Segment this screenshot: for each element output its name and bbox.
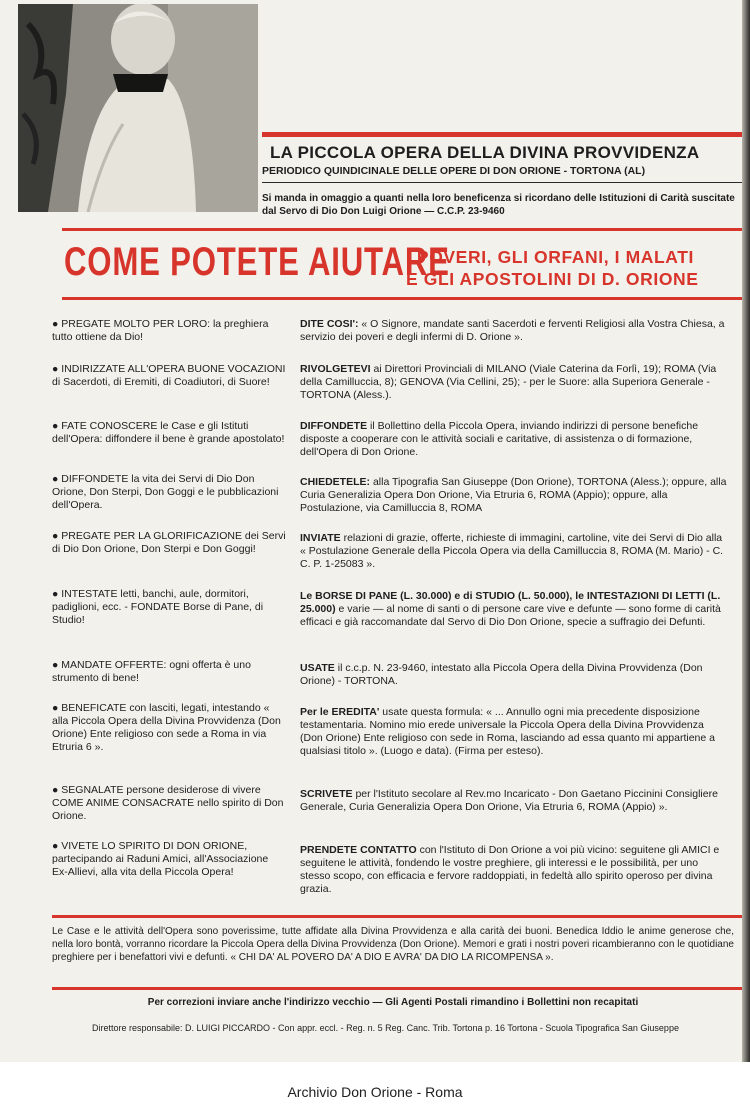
left-item: ● INDIRIZZATE ALL'OPERA BUONE VOCAZIONI di Sacerdoti, di Eremiti, di Coadiutori, di Suore! (52, 363, 286, 388)
subheadline-line-2: E GLI APOSTOLINI DI D. ORIONE (406, 269, 699, 289)
left-item: ● FATE CONOSCERE le Case e gli Istituti dell'Opera: diffondere il bene è grande apostolato! (52, 420, 285, 445)
left-item: ● MANDATE OFFERTE: ogni offerta è uno strumento di bene! (52, 659, 251, 684)
director-credit: Direttore responsabile: D. LUIGI PICCARDO - Con appr. eccl. - Reg. n. 5 Reg. Canc. Trib. Tortona p. 16 Tortona - Scuola Tipografica San Giuseppe (92, 1023, 679, 1033)
publication-subtitle: PERIODICO QUINDICINALE DELLE OPERE DI DON ORIONE - TORTONA (AL) (262, 165, 646, 177)
right-item: INVIATE relazioni di grazie, offerte, richieste di immagini, cartoline, vite dei Servi di Dio alla « Postulazione Generale della Piccola Opera via della Camilluccia 8, ROMA (M. Mario) - C. C. P. 1-25083 ». (300, 532, 724, 570)
footer-paragraph: Le Case e le attività dell'Opera sono poverissime, tutte affidate alla Divina Provvidenza e alla carità dei buoni. Benedica Iddio le anime generose che, nella loro bontà, vorranno ricordare la Piccola Opera della Divina Provvidenza (Don Orione). Memori e grati i nostri poveri ricambieranno con le quotidiane preghiere per i benefattori vivi e defunti. « CHI DA' AL POVERO DA' A DIO E AVRA' DA DIO LA RICOMPENSA ». (52, 926, 734, 963)
left-item: ● PREGATE MOLTO PER LORO: la preghiera tutto ottiene da Dio! (52, 318, 269, 343)
right-item: Le BORSE DI PANE (L. 30.000) e di STUDIO (L. 50.000), le INTESTAZIONI DI LETTI (L. 25.000) e varie — al nome di santi o di persone care vive e defunte — sono forme di carità efficaci e già raccomandate dal Servo di Dio Don Orione, specie a suffragio dei Defunti. (300, 590, 721, 628)
header-mid-rule (262, 182, 742, 183)
subheadline-line-1: I POVERI, GLI ORFANI, I MALATI (406, 247, 694, 267)
headline-top-rule (62, 228, 742, 231)
left-item: ● SEGNALATE persone desiderose di vivere COME ANIME CONSACRATE nello spirito di Don Orione. (52, 784, 284, 822)
page-edge-shadow (742, 0, 750, 1062)
left-item: ● VIVETE LO SPIRITO DI DON ORIONE, partecipando ai Raduni Amici, all'Associazione Ex-Allievi, alla vita della Piccola Opera! (52, 840, 269, 878)
archive-caption: Archivio Don Orione - Roma (287, 1084, 463, 1100)
publication-note: Si manda in omaggio a quanti nella loro beneficenza si ricordano delle Istituzioni di Carità suscitate dal Servo di Dio Don Luigi Orione — C.C.P. 23-9460 (262, 193, 735, 217)
bullet-icon: ● (52, 659, 62, 671)
header-top-rule (262, 132, 742, 137)
headline-bottom-rule (62, 297, 742, 300)
right-item: CHIEDETELE: alla Tipografia San Giuseppe (Don Orione), TORTONA (Aless.); oppure, alla Curia Generalizia Opera Don Orione, Via Etruria 6, ROMA (Appio); oppure, alla Postulazione, via Camilluccia 8, ROMA (300, 476, 727, 514)
left-item: ● PREGATE PER LA GLORIFICAZIONE dei Servi di Dio Don Orione, Don Sterpi e Don Goggi! (52, 530, 286, 555)
headline: COME POTETE AIUTARE (64, 240, 450, 284)
bullet-icon: ● (52, 363, 62, 375)
photo-illustration (18, 4, 258, 212)
bullet-icon: ● (52, 318, 62, 330)
left-item: ● BENEFICATE con lasciti, legati, intestando « alla Piccola Opera della Divina Provvidenza (Don Orione) Ente religioso con sede a Roma in via Etruria 6 ». (52, 702, 281, 753)
footer-top-rule (52, 915, 742, 918)
subheadline (406, 246, 742, 290)
right-item: PRENDETE CONTATTO con l'Istituto di Don Orione a voi più vicino: seguitene gli AMICI e seguitene le attività, fondendo le vostre preghiere, gli interessi e le possibilità, per uno stesso scopo, con efficacia e fervore raddoppiati, in fedeltà allo spirito operoso per divina grazia. (300, 844, 720, 895)
bullet-icon: ● (52, 784, 62, 796)
bullet-icon: ● (52, 840, 62, 852)
footer-mid-rule (52, 987, 742, 990)
right-item: RIVOLGETEVI ai Direttori Provinciali di MILANO (Viale Caterina da Forlì, 19); ROMA (Via della Camilluccia, 8); GENOVA (Via Cellini, 25); - per le Suore: alla Superiora Generale - TORTONA (Aless.). (300, 363, 717, 401)
bullet-icon: ● (52, 702, 62, 714)
priest-photo (18, 4, 258, 212)
right-item: DITE COSI': « O Signore, mandate santi Sacerdoti e ferventi Religiosi alla Vostra Chiesa, a servizio dei poveri e degli infermi di D. Orione ». (300, 318, 725, 343)
right-item: SCRIVETE per l'Istituto secolare al Rev.mo Incaricato - Don Gaetano Piccinini Consigliere Generale, Curia Generalizia Opera Don Orione, Via Etruria 6, ROMA (Appio) ». (300, 788, 718, 813)
bullet-icon: ● (52, 473, 62, 485)
right-item: USATE il c.c.p. N. 23-9460, intestato alla Piccola Opera della Divina Provvidenza (Don Orione) - TORTONA. (300, 662, 703, 687)
publication-title: LA PICCOLA OPERA DELLA DIVINA PROVVIDENZA (270, 143, 700, 162)
left-item: ● INTESTATE letti, banchi, aule, dormitori, padiglioni, ecc. - FONDATE Borse di Pane, di Studio! (52, 588, 264, 626)
bullet-icon: ● (52, 420, 62, 432)
right-item: DIFFONDETE il Bollettino della Piccola Opera, inviando indirizzi di persone benefiche disposte a cooperare con le attività sociali e caritative, di assistenza o di formazione, dell'Opera di Don Orione. (300, 420, 699, 458)
footer-postal-note: Per correzioni inviare anche l'indirizzo vecchio — Gli Agenti Postali rimandino i Bollettini non recapitati (147, 997, 639, 1008)
bullet-icon: ● (52, 588, 62, 600)
left-item: ● DIFFONDETE la vita dei Servi di Dio Don Orione, Don Sterpi, Don Goggi e le pubblicazioni dell'Opera. (52, 473, 279, 511)
bullet-icon: ● (52, 530, 62, 542)
right-item: Per le EREDITA' usate questa formula: « ... Annullo ogni mia precedente disposizione testamentaria. Nomino mio erede universale la Piccola Opera della Divina Provvidenza (Don Orione) Ente religioso con sede in Roma, lasciando ad essa quanto mi appartiene a qualsiasi titolo ». (Luogo e data). (Firma per esteso). (300, 706, 715, 757)
